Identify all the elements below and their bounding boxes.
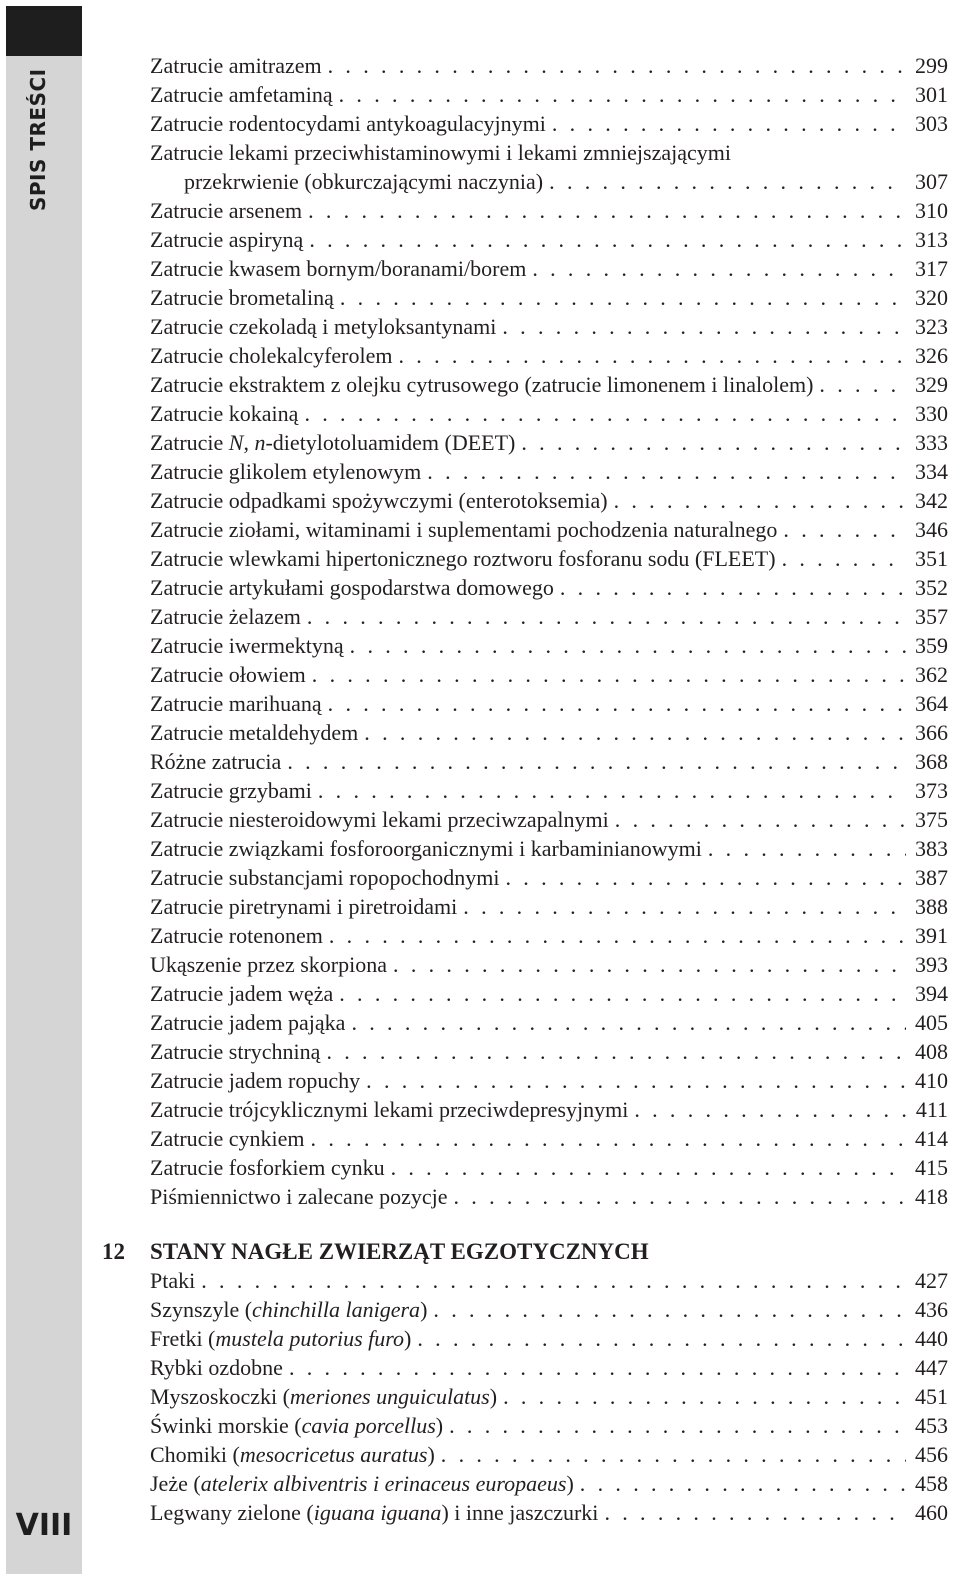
page-ref: 352 bbox=[915, 575, 948, 600]
toc-entry: Myszoskoczki (meriones unguiculatus) . . . 451 bbox=[150, 1382, 948, 1411]
leader-dots bbox=[615, 805, 906, 834]
leader-dots bbox=[502, 312, 906, 341]
leader-dots bbox=[560, 573, 906, 602]
leader-dots bbox=[503, 1382, 906, 1411]
toc-entry: Zatrucie artykułami gospodarstwa domowego . . . 352 bbox=[150, 573, 948, 602]
page-ref: 388 bbox=[915, 894, 948, 919]
leader-dots bbox=[521, 428, 906, 457]
page-ref: 326 bbox=[915, 343, 948, 368]
sidebar-black-tab bbox=[6, 6, 82, 56]
leader-dots bbox=[318, 776, 906, 805]
page-ref: 411 bbox=[915, 1097, 948, 1122]
leader-dots bbox=[312, 660, 906, 689]
toc-entry: Ptaki . . . 427 bbox=[150, 1266, 948, 1295]
page-ref: 364 bbox=[915, 691, 948, 716]
leader-dots bbox=[441, 1440, 906, 1469]
page-ref: 366 bbox=[915, 720, 948, 745]
page-ref: 383 bbox=[915, 836, 948, 861]
toc-entry: Zatrucie ołowiem . . . 362 bbox=[150, 660, 948, 689]
page-ref: 451 bbox=[915, 1384, 948, 1409]
chapter-title: STANY NAGŁE ZWIERZĄT EGZOTYCZNYCH bbox=[150, 1239, 649, 1264]
toc-entry: Zatrucie arsenem . . . 310 bbox=[150, 196, 948, 225]
page-ref: 387 bbox=[915, 865, 948, 890]
leader-dots bbox=[614, 486, 906, 515]
page-ref: 351 bbox=[915, 546, 948, 571]
leader-dots bbox=[311, 1124, 906, 1153]
page-ref: 317 bbox=[915, 256, 948, 281]
leader-dots bbox=[463, 892, 906, 921]
page-ref: 329 bbox=[915, 372, 948, 397]
chapter-number: 12 bbox=[102, 1239, 125, 1264]
leader-dots bbox=[287, 747, 906, 776]
leader-dots bbox=[391, 1153, 906, 1182]
leader-dots bbox=[549, 167, 906, 196]
toc-entry: Zatrucie grzybami . . . 373 bbox=[150, 776, 948, 805]
leader-dots bbox=[580, 1469, 906, 1498]
toc-entry: Zatrucie odpadkami spożywczymi (enterotoksemia) . . . 342 bbox=[150, 486, 948, 515]
leader-dots bbox=[309, 225, 906, 254]
leader-dots bbox=[454, 1182, 907, 1211]
page-ref: 458 bbox=[915, 1471, 948, 1496]
page-ref: 320 bbox=[915, 285, 948, 310]
leader-dots bbox=[364, 718, 906, 747]
toc-entry: Zatrucie kokainą . . . 330 bbox=[150, 399, 948, 428]
leader-dots bbox=[329, 921, 906, 950]
toc-entry: Chomiki (mesocricetus auratus) . . . 456 bbox=[150, 1440, 948, 1469]
page-ref: 415 bbox=[915, 1155, 948, 1180]
page-ref: 373 bbox=[915, 778, 948, 803]
leader-dots bbox=[552, 109, 906, 138]
toc-entry: Zatrucie rodentocydami antykoagulacyjnymi . . . 303 bbox=[150, 109, 948, 138]
page-ref: 342 bbox=[915, 488, 948, 513]
toc-entry: Zatrucie jadem pająka . . . 405 bbox=[150, 1008, 948, 1037]
leader-dots bbox=[304, 399, 906, 428]
page-ref: 333 bbox=[915, 430, 948, 455]
toc-entry: Zatrucie czekoladą i metyloksantynami . . . 323 bbox=[150, 312, 948, 341]
leader-dots bbox=[433, 1295, 906, 1324]
leader-dots bbox=[339, 80, 906, 109]
page-ref: 346 bbox=[915, 517, 948, 542]
page-ref: 414 bbox=[915, 1126, 948, 1151]
page-ref: 375 bbox=[915, 807, 948, 832]
page-ref: 405 bbox=[915, 1010, 948, 1035]
toc-entry: Zatrucie kwasem bornym/boranami/borem . . . 317 bbox=[150, 254, 948, 283]
page-ref: 440 bbox=[915, 1326, 948, 1351]
leader-dots bbox=[339, 979, 906, 1008]
toc-entry: Różne zatrucia . . . 368 bbox=[150, 747, 948, 776]
toc-entry: Legwany zielone (iguana iguana) i inne jaszczurki . . . 460 bbox=[150, 1498, 948, 1527]
toc-entry: Zatrucie N, n-dietylotoluamidem (DEET) . . . 333 bbox=[150, 428, 948, 457]
toc-entry: Zatrucie związkami fosforoorganicznymi i karbaminianowymi . . . 383 bbox=[150, 834, 948, 863]
page-ref: 310 bbox=[915, 198, 948, 223]
section-label: SPIS TREŚCI bbox=[26, 68, 50, 211]
toc-entry: Świnki morskie (cavia porcellus) . . . 453 bbox=[150, 1411, 948, 1440]
page-ref: 394 bbox=[915, 981, 948, 1006]
toc-entry: Ukąszenie przez skorpiona . . . 393 bbox=[150, 950, 948, 979]
page-ref: 408 bbox=[915, 1039, 948, 1064]
page-ref: 334 bbox=[915, 459, 948, 484]
toc-entry: Zatrucie trójcyklicznymi lekami przeciwdepresyjnymi . . . 411 bbox=[150, 1095, 948, 1124]
page-ref: 447 bbox=[915, 1355, 948, 1380]
toc-entry: Zatrucie wlewkami hipertonicznego roztworu fosforanu sodu (FLEET) . . . 351 bbox=[150, 544, 948, 573]
page-ref: 359 bbox=[915, 633, 948, 658]
toc-entry: Zatrucie niesteroidowymi lekami przeciwzapalnymi . . . 375 bbox=[150, 805, 948, 834]
leader-dots bbox=[350, 631, 906, 660]
leader-dots bbox=[326, 1037, 906, 1066]
toc-entry: Zatrucie metaldehydem . . . 366 bbox=[150, 718, 948, 747]
toc-entry: Zatrucie amitrazem . . . 299 bbox=[150, 51, 948, 80]
toc-entry: Zatrucie ziołami, witaminami i suplementami pochodzenia naturalnego . . . 346 bbox=[150, 515, 948, 544]
toc-entry: Piśmiennictwo i zalecane pozycje . . . 418 bbox=[150, 1182, 948, 1211]
leader-dots bbox=[532, 254, 906, 283]
page-ref: 393 bbox=[915, 952, 948, 977]
leader-dots bbox=[351, 1008, 906, 1037]
toc-entry: Zatrucie aspiryną . . . 313 bbox=[150, 225, 948, 254]
leader-dots bbox=[393, 950, 906, 979]
page-ref: 436 bbox=[915, 1297, 948, 1322]
leader-dots bbox=[505, 863, 906, 892]
leader-dots bbox=[340, 283, 906, 312]
toc-entry: Zatrucie glikolem etylenowym . . . 334 bbox=[150, 457, 948, 486]
leader-dots bbox=[449, 1411, 906, 1440]
leader-dots bbox=[819, 370, 906, 399]
page-ref: 357 bbox=[915, 604, 948, 629]
page-ref: 410 bbox=[915, 1068, 948, 1093]
toc-entry: Zatrucie iwermektyną . . . 359 bbox=[150, 631, 948, 660]
toc-entry: Zatrucie amfetaminą . . . 301 bbox=[150, 80, 948, 109]
toc-entry: Zatrucie strychniną . . . 408 bbox=[150, 1037, 948, 1066]
page-ref: 307 bbox=[915, 169, 948, 194]
toc-entry: Zatrucie fosforkiem cynku . . . 415 bbox=[150, 1153, 948, 1182]
chapter-heading bbox=[102, 1236, 948, 1268]
toc-entry: Zatrucie cynkiem . . . 414 bbox=[150, 1124, 948, 1153]
page-ref: 301 bbox=[915, 82, 948, 107]
toc-entry: Zatrucie jadem węża . . . 394 bbox=[150, 979, 948, 1008]
leader-dots bbox=[634, 1095, 906, 1124]
table-of-contents bbox=[102, 0, 948, 1580]
toc-entry: Zatrucie żelazem . . . 357 bbox=[150, 602, 948, 631]
toc-entry-line1: Zatrucie lekami przeciwhistaminowymi i lekami zmniejszającymi bbox=[150, 140, 731, 165]
toc-entry: Rybki ozdobne . . . 447 bbox=[150, 1353, 948, 1382]
page-ref: 427 bbox=[915, 1268, 948, 1293]
toc-entry: Jeże (atelerix albiventris i erinaceus europaeus) . . . 458 bbox=[150, 1469, 948, 1498]
toc-entry: Zatrucie marihuaną . . . 364 bbox=[150, 689, 948, 718]
leader-dots bbox=[783, 515, 906, 544]
leader-dots bbox=[307, 602, 906, 631]
page-ref: 313 bbox=[915, 227, 948, 252]
leader-dots bbox=[328, 51, 906, 80]
leader-dots bbox=[417, 1324, 906, 1353]
leader-dots bbox=[604, 1498, 906, 1527]
toc-entry: Zatrucie substancjami ropopochodnymi . . . 387 bbox=[150, 863, 948, 892]
toc-entry: Fretki (mustela putorius furo) . . . 440 bbox=[150, 1324, 948, 1353]
page-ref: 362 bbox=[915, 662, 948, 687]
leader-dots bbox=[782, 544, 906, 573]
leader-dots bbox=[201, 1266, 906, 1295]
page-ref: 391 bbox=[915, 923, 948, 948]
toc-entry: Zatrucie rotenonem . . . 391 bbox=[150, 921, 948, 950]
toc-entry: Zatrucie brometaliną . . . 320 bbox=[150, 283, 948, 312]
page-ref: 330 bbox=[915, 401, 948, 426]
page-ref: 453 bbox=[915, 1413, 948, 1438]
page-ref: 460 bbox=[915, 1500, 948, 1525]
page-ref: 418 bbox=[915, 1184, 948, 1209]
toc-entry: Zatrucie jadem ropuchy . . . 410 bbox=[150, 1066, 948, 1095]
toc-entry: przekrwienie (obkurczającymi naczynia) . . . 307 bbox=[150, 167, 948, 196]
page-ref: 323 bbox=[915, 314, 948, 339]
leader-dots bbox=[708, 834, 906, 863]
page-ref: 456 bbox=[915, 1442, 948, 1467]
leader-dots bbox=[427, 457, 906, 486]
page-ref: 368 bbox=[915, 749, 948, 774]
toc-entry: Zatrucie piretrynami i piretroidami . . . 388 bbox=[150, 892, 948, 921]
page-ref: 303 bbox=[915, 111, 948, 136]
leader-dots bbox=[308, 196, 906, 225]
toc-entry: Szynszyle (chinchilla lanigera) . . . 436 bbox=[150, 1295, 948, 1324]
leader-dots bbox=[366, 1066, 906, 1095]
page-ref: 299 bbox=[915, 53, 948, 78]
page-number: VIII bbox=[15, 1508, 73, 1543]
sidebar bbox=[6, 6, 82, 1574]
leader-dots bbox=[289, 1353, 906, 1382]
toc-entry: Zatrucie ekstraktem z olejku cytrusowego (zatrucie limonenem i linalolem) . . . 329 bbox=[150, 370, 948, 399]
leader-dots bbox=[328, 689, 906, 718]
toc-entry: Zatrucie cholekalcyferolem . . . 326 bbox=[150, 341, 948, 370]
leader-dots bbox=[398, 341, 906, 370]
